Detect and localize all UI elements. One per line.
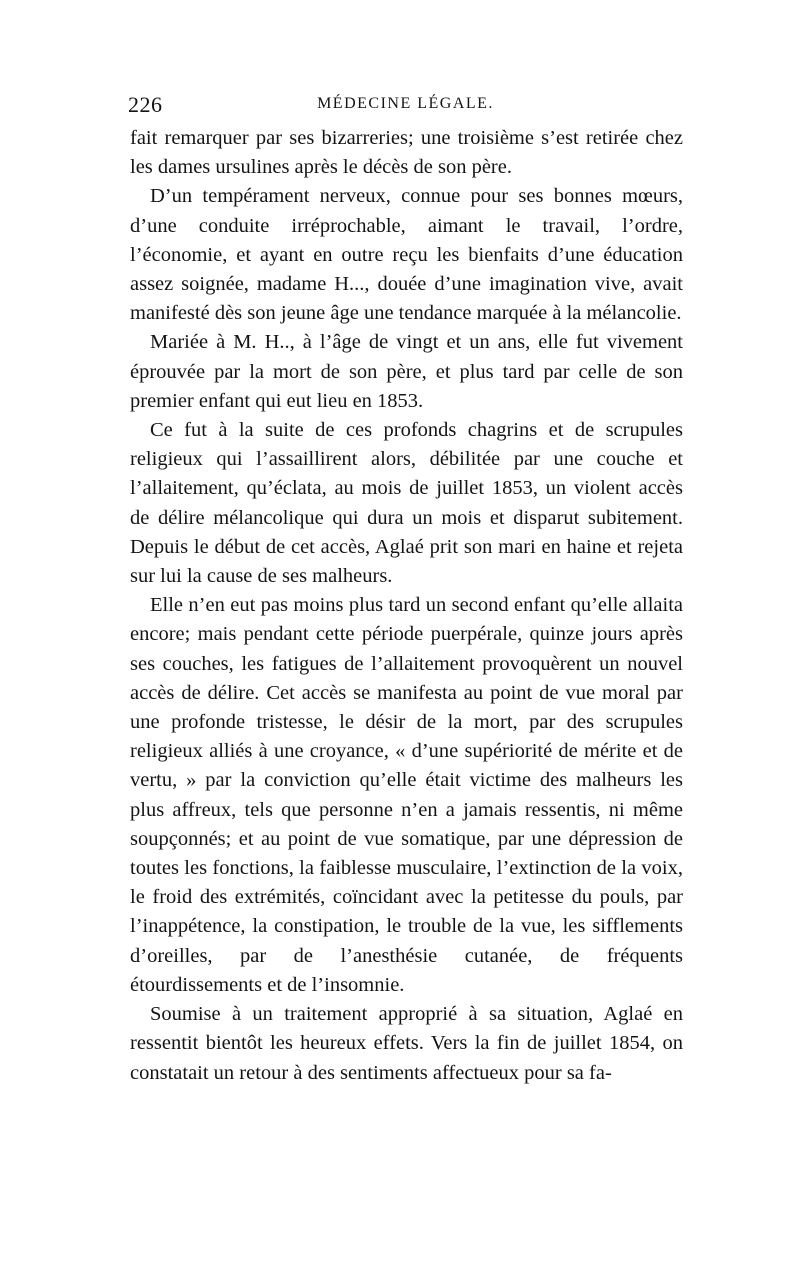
paragraph: Ce fut à la suite de ces profonds chagrins et de scrupules religieux qui l’assaillirent alors, débilitée par une couche et l’allaitement, qu’éclata, au mois de juillet 1853, un violent accès de délire mélancolique qui dura un mois et disparut subitement. Depuis le début de cet accès, Aglaé prit son mari en haine et rejeta sur lui la cause de ses malheurs. — [130, 419, 683, 588]
running-head — [128, 92, 683, 122]
paragraph: Soumise à un traitement approprié à sa situation, Aglaé en ressentit bientôt les heureux effets. Vers la fin de juillet 1854, on constatait un retour à des sentiments affectueux pour sa fa- — [130, 1003, 683, 1084]
paragraph: Elle n’en eut pas moins plus tard un second enfant qu’elle allaita encore; mais pendant cette période puerpérale, quinze jours après ses couches, les fatigues de l’allaitement provoquèrent un nouvel accès de délire. Cet accès se manifesta au point de vue moral par une profonde tristesse, le désir de la mort, par des scrupules religieux alliés à une croyance, « d’une supériorité de mérite et de vertu, » par la conviction qu’elle était victime des malheurs les plus affreux, tels que personne n’en a jamais ressentis, ni même soupçonnés; et au point de vue somatique, par une dépression de toutes les fonctions, la faiblesse musculaire, l’extinction de la voix, le froid des extrémités, coïncidant avec la petitesse du pouls, par l’inappétence, la constipation, le trouble de la vue, les sifflements d’oreilles, par de l’anesthésie cutanée, de fréquents étourdissements et de l’insomnie. — [130, 594, 683, 996]
paragraph: Mariée à M. H.., à l’âge de vingt et un ans, elle fut vivement éprouvée par la mort de son père, et plus tard par celle de son premier enfant qui eut lieu en 1853. — [130, 331, 683, 412]
running-title: MÉDECINE LÉGALE. — [317, 95, 494, 112]
paragraph: D’un tempérament nerveux, connue pour ses bonnes mœurs, d’une conduite irréprochable, aimant le travail, l’ordre, l’économie, et ayant en outre reçu les bienfaits d’une éducation assez soignée, madame H..., douée d’une imagination vive, avait manifesté dès son jeune âge une tendance marquée à la mélancolie. — [130, 185, 683, 325]
body-text — [130, 124, 683, 1088]
paragraph-continuation: fait remarquer par ses bizarreries; une troisième s’est retirée chez les dames ursulines après le décès de son père. — [130, 127, 683, 179]
page-number: 226 — [128, 92, 163, 117]
